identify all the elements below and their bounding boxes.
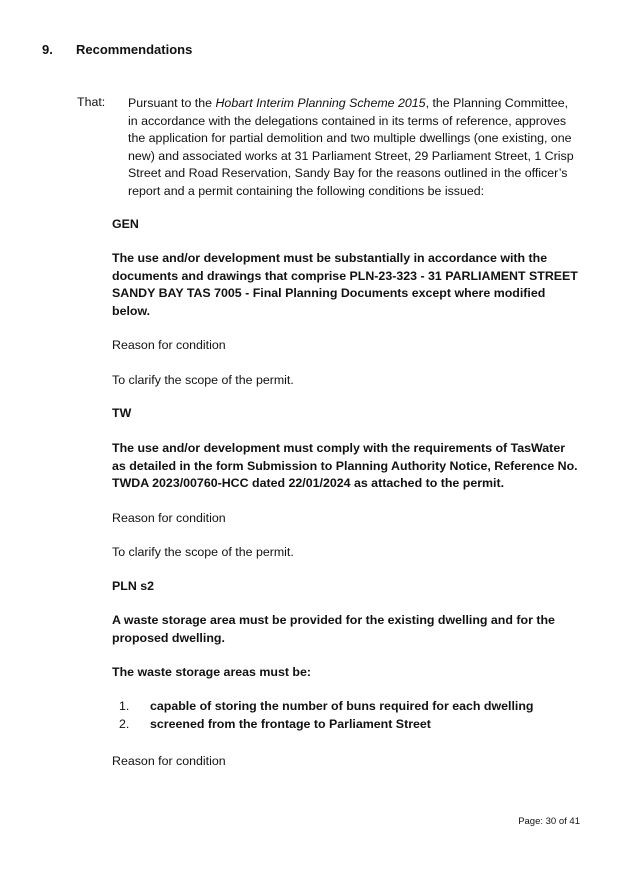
condition-subtext-pln-s2: The waste storage areas must be: — [112, 665, 312, 679]
condition-code-pln-s2: PLN s2 — [112, 579, 155, 593]
page-number: Page: 30 of 41 — [518, 816, 580, 827]
reason-label-pln-s2: Reason for condition — [112, 754, 226, 768]
list-item-number: 1. — [119, 699, 130, 713]
reason-label-tw: Reason for condition — [112, 511, 226, 525]
condition-text-pln-s2: A waste storage area must be provided for the existing dwelling and for the proposed dwelling. — [112, 613, 555, 645]
section-title: Recommendations — [76, 42, 193, 57]
resolution-intro — [128, 95, 580, 201]
reason-text-gen: To clarify the scope of the permit. — [112, 373, 294, 387]
reason-text-tw: To clarify the scope of the permit. — [112, 545, 294, 559]
list-item-text: screened from the frontage to Parliament Street — [150, 717, 431, 731]
condition-text-gen: The use and/or development must be substantially in accordance with the documents and drawings that comprise PLN-23-323 - 31 PARLIAMENT STREET SANDY BAY TAS 7005 - Final Planning Documents except where modified below. — [112, 251, 578, 318]
condition-code-gen: GEN — [112, 217, 139, 231]
intro-text-start: Pursuant to the — [128, 96, 216, 110]
intro-text-end: , the Planning Committee, in accordance with the delegations contained in its terms of reference, approves the application for partial demolition and two multiple dwellings (one existing, one new) and associated works at 31 Parliament Street, 29 Parliament Street, 1 Crisp Street and Road Reservation, Sandy Bay for the reasons outlined in the officer’s report and a permit containing the following conditions be issued: — [128, 96, 574, 198]
resolution-label: That: — [77, 95, 106, 109]
section-number: 9. — [42, 42, 53, 57]
list-item-number: 2. — [119, 717, 130, 731]
condition-code-tw: TW — [112, 406, 132, 420]
scheme-name: Hobart Interim Planning Scheme 2015 — [215, 96, 426, 110]
reason-label-gen: Reason for condition — [112, 338, 226, 352]
condition-text-tw: The use and/or development must comply with the requirements of TasWater as detailed in the form Submission to Planning Authority Notice, Reference No. TWDA 2023/00760-HCC dated 22/01/2024 as attached to the permit. — [112, 441, 578, 491]
list-item-text: capable of storing the number of buns required for each dwelling — [150, 699, 534, 713]
